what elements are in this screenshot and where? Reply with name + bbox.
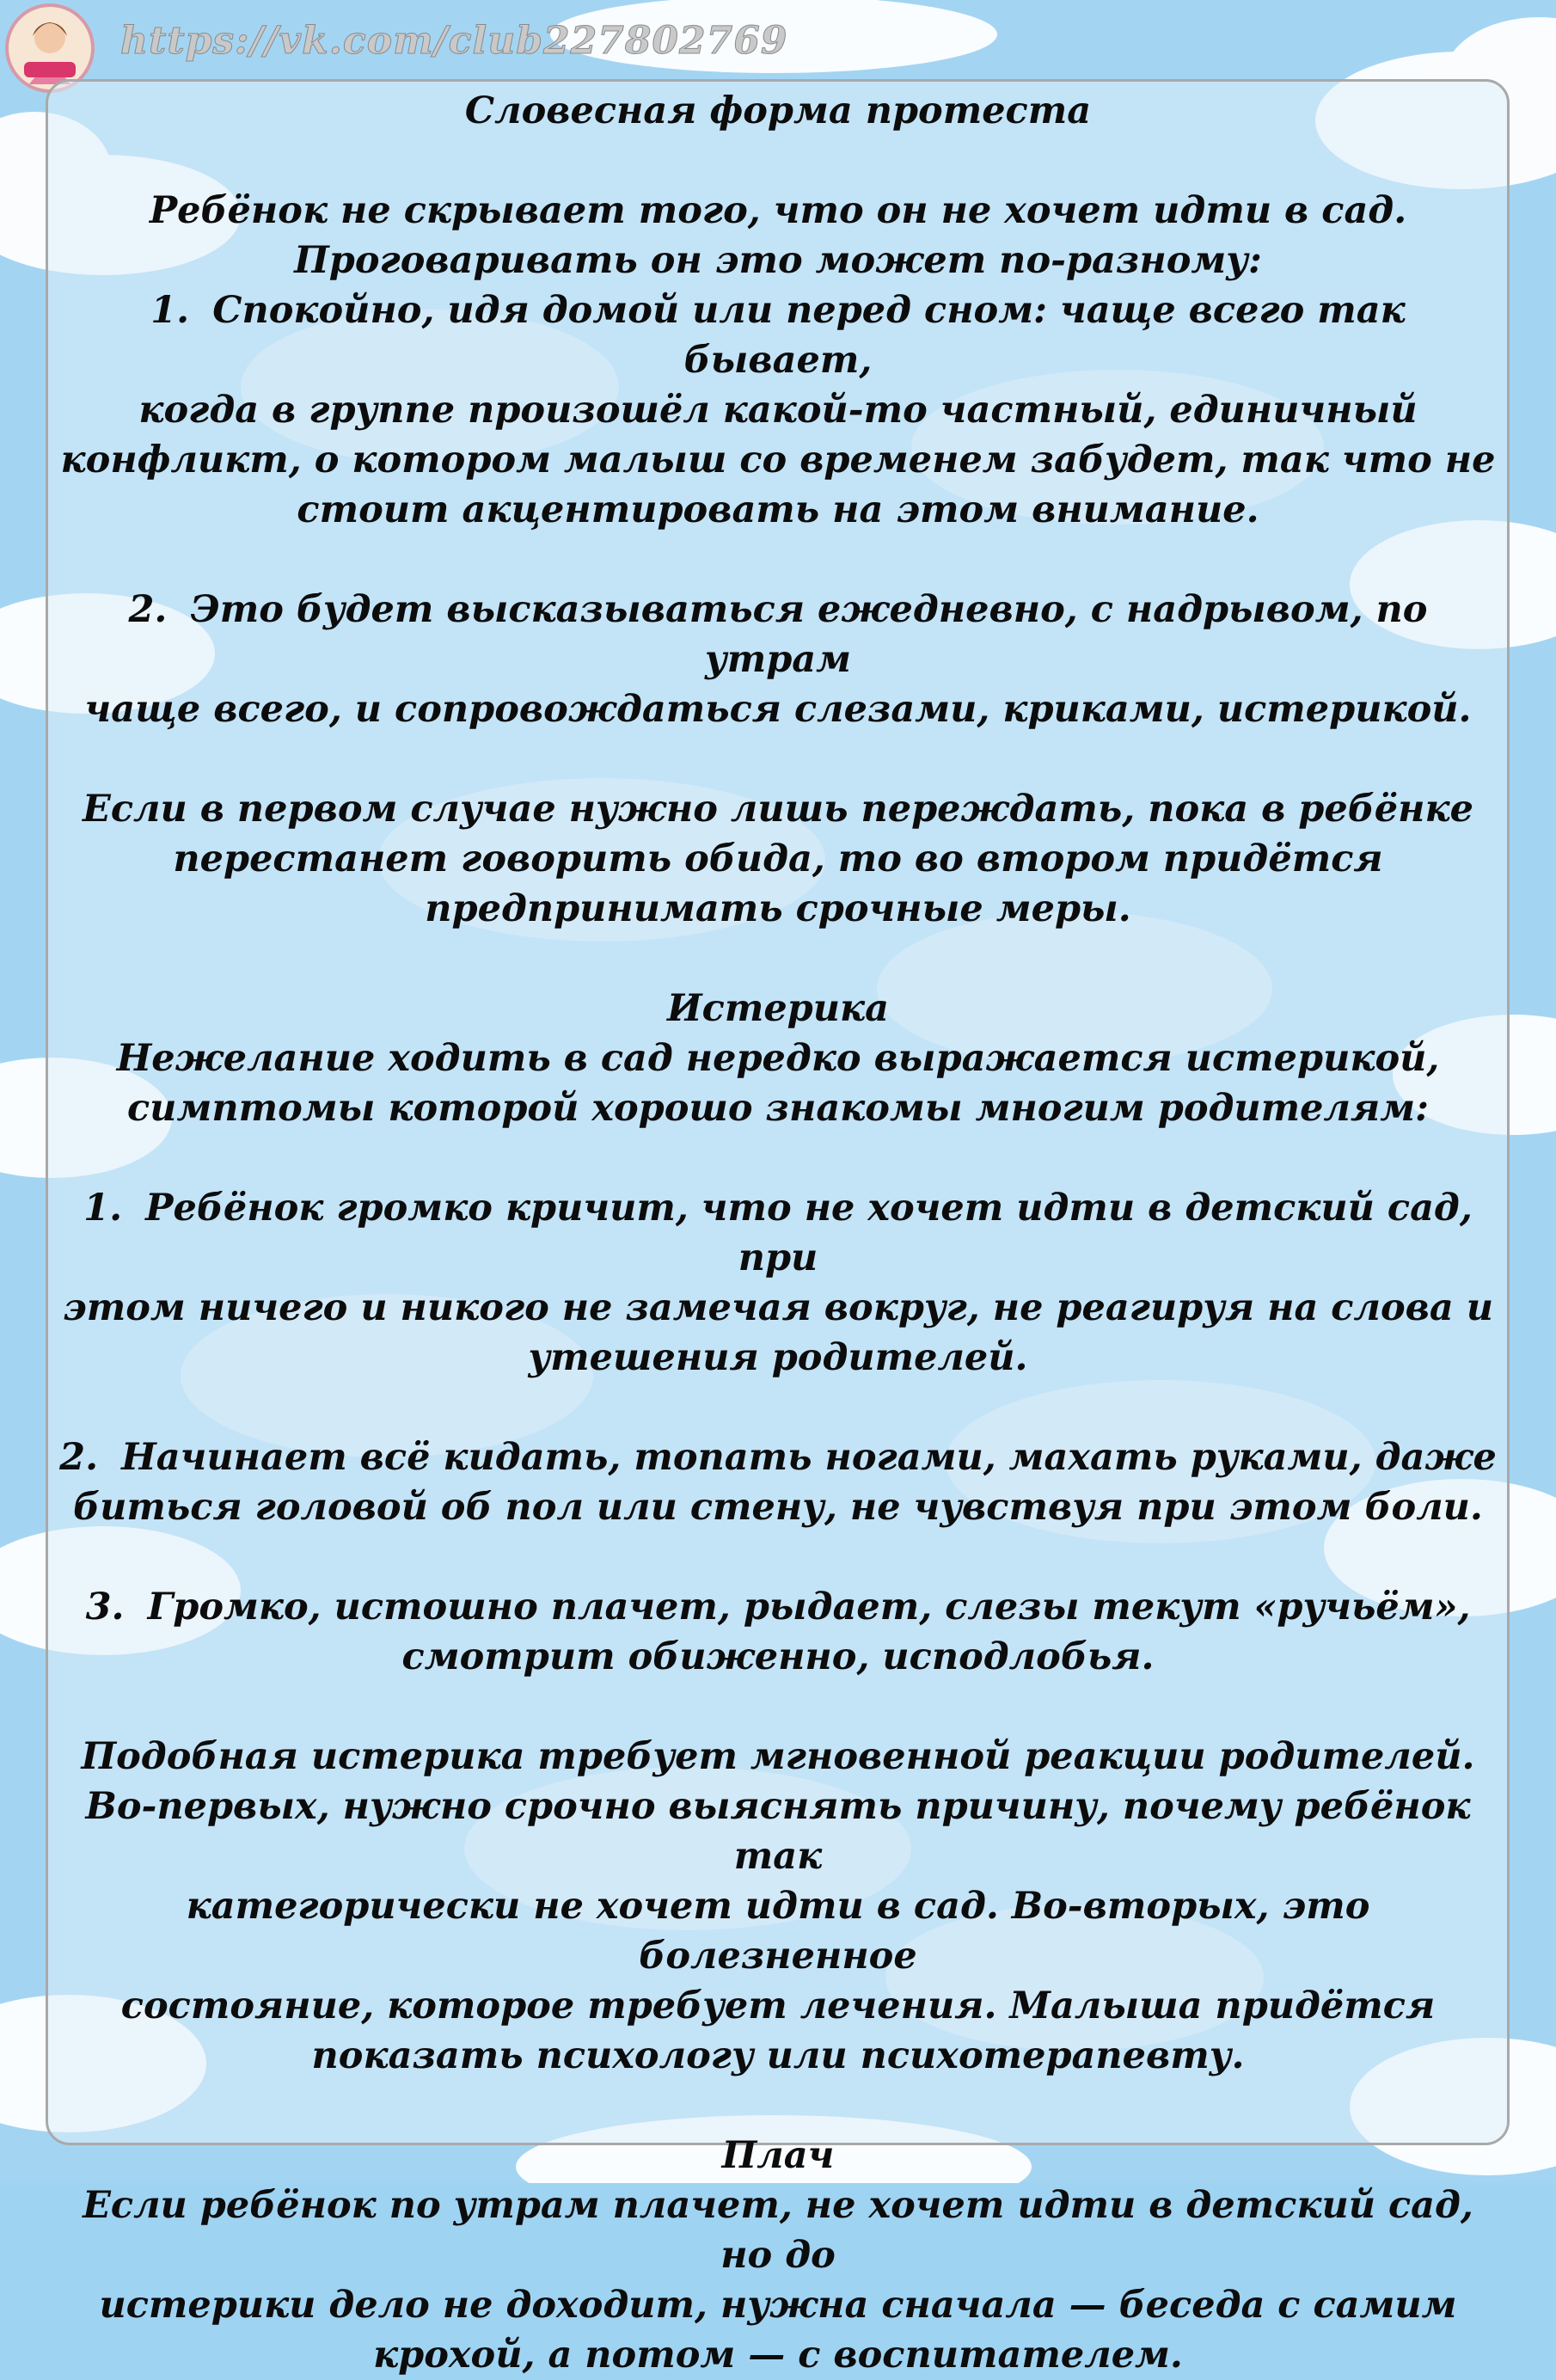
list-item [52, 1183, 1504, 1283]
text-line [52, 2031, 1504, 2081]
heading-text: Истерика [667, 987, 889, 1030]
text-line [52, 2280, 1504, 2330]
list-item [52, 1582, 1504, 1632]
line-text: биться головой об пол или стену, не чувствуя при этом боли. [73, 1486, 1483, 1529]
text-line [52, 236, 1504, 285]
text-line [52, 834, 1504, 884]
list-item [52, 285, 1504, 385]
line-text: Нежелание ходить в сад нередко выражается истерикой, [116, 1037, 1440, 1080]
text-line [52, 2181, 1504, 2280]
text-line [52, 684, 1504, 734]
paragraph-gap [52, 1383, 1504, 1432]
text-line [52, 1482, 1504, 1532]
line-text: когда в группе произошёл какой-то частный, единичный [138, 389, 1418, 432]
text-line [52, 1782, 1504, 1881]
paragraph-gap [52, 535, 1504, 585]
paragraph-gap [52, 1682, 1504, 1732]
text-line [52, 1632, 1504, 1682]
text-line [52, 385, 1504, 435]
section-heading [52, 984, 1504, 1034]
text-line [52, 485, 1504, 535]
paragraph-gap [52, 934, 1504, 984]
list-item-text: Громко, истошно плачет, рыдает, слезы текут «ручьём», [147, 1586, 1471, 1629]
line-text: предпринимать срочные меры. [425, 887, 1131, 930]
line-text: этом ничего и никого не замечая вокруг, не реагируя на слова и [63, 1286, 1493, 1329]
text-line [52, 1981, 1504, 2031]
paragraph-gap [52, 1532, 1504, 1582]
line-text: чаще всего, и сопровождаться слезами, криками, истерикой. [84, 688, 1472, 731]
paragraph-gap [52, 734, 1504, 784]
line-text: категорически не хочет идти в сад. Во-вторых, это болезненное [186, 1885, 1370, 1978]
line-text: Если в первом случае нужно лишь переждать, пока в ребёнке [83, 788, 1473, 831]
list-item [52, 1432, 1504, 1482]
section-heading [52, 86, 1504, 136]
heading-text: Плач [721, 2134, 835, 2177]
header-url[interactable]: https://vk.com/club227802769 [120, 19, 788, 63]
text-line [52, 1333, 1504, 1383]
paragraph-gap [52, 1133, 1504, 1183]
list-item-number: 3. [85, 1586, 125, 1629]
text-line [52, 884, 1504, 934]
line-text: истерики дело не доходит, нужна сначала — беседа с самим [99, 2284, 1457, 2327]
line-text: стоит акцентировать на этом внимание. [297, 488, 1259, 531]
section-heading [52, 2131, 1504, 2181]
list-item-number: 2. [59, 1436, 99, 1479]
paragraph-gap [52, 136, 1504, 186]
line-text: утешения родителей. [528, 1336, 1028, 1379]
text-line [52, 1083, 1504, 1133]
list-item-text: Спокойно, идя домой или перед сном: чаще всего так бывает, [212, 289, 1406, 382]
text-line [52, 1732, 1504, 1782]
list-item-number: 1. [150, 289, 190, 332]
line-text: Ребёнок не скрывает того, что он не хочет идти в сад. [149, 189, 1407, 232]
text-line [52, 1034, 1504, 1083]
list-item [52, 585, 1504, 684]
text-line [52, 435, 1504, 485]
list-item-text: Это будет высказываться ежедневно, с надрывом, по утрам [190, 588, 1428, 681]
line-text: состояние, которое требует лечения. Малыша придётся [120, 1984, 1436, 2027]
list-item-number: 1. [83, 1187, 123, 1230]
document-body [52, 86, 1504, 2380]
paragraph-gap [52, 2081, 1504, 2131]
line-text: конфликт, о котором малыш со временем забудет, так что не [60, 439, 1496, 482]
text-line [52, 1283, 1504, 1333]
heading-text: Словесная форма протеста [464, 89, 1092, 132]
line-text: смотрит обиженно, исподлобья. [401, 1635, 1155, 1678]
list-item-text: Начинает всё кидать, топать ногами, махать руками, даже [121, 1436, 1497, 1479]
line-text: перестанет говорить обида, то во втором придётся [173, 837, 1383, 880]
line-text: Подобная истерика требует мгновенной реакции родителей. [81, 1735, 1475, 1778]
line-text: Если ребёнок по утрам плачет, не хочет идти в детский сад, но до [83, 2184, 1473, 2277]
line-text: крохой, а потом — с воспитателем. [373, 2334, 1183, 2377]
line-text: Проговаривать он это может по-разному: [294, 239, 1262, 282]
text-line [52, 2330, 1504, 2380]
text-line [52, 186, 1504, 236]
list-item-number: 2. [128, 588, 168, 631]
line-text: Во-первых, нужно срочно выяснять причину, почему ребёнок так [85, 1785, 1471, 1878]
text-line [52, 1881, 1504, 1981]
list-item-text: Ребёнок громко кричит, что не хочет идти в детский сад, при [145, 1187, 1473, 1279]
line-text: симптомы которой хорошо знакомы многим родителям: [127, 1087, 1429, 1130]
text-line [52, 784, 1504, 834]
line-text: показать психологу или психотерапевту. [311, 2034, 1245, 2077]
